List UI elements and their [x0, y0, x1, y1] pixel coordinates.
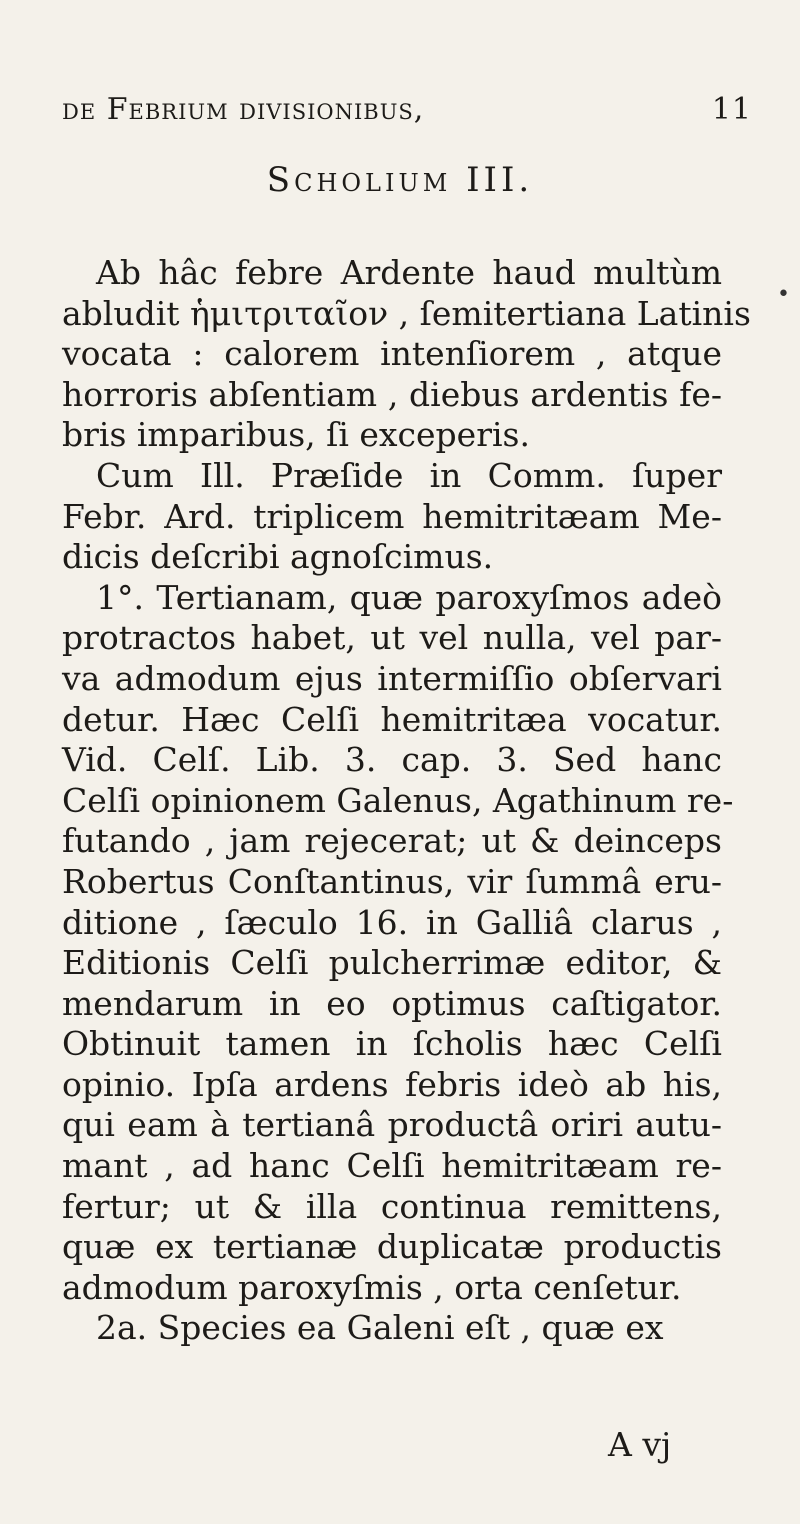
text-line: Cum Ill. Præſide in Comm. ſuper: [96, 455, 722, 495]
catchword: A vj: [608, 1425, 672, 1464]
text-line: Celſi opinionem Galenus, Agathinum re-: [62, 780, 734, 820]
text-line: Editionis Celſi pulcherrimæ editor, &: [62, 943, 722, 983]
running-title: de Febrium divisionibus,: [62, 92, 425, 127]
body-text: [62, 253, 751, 1349]
text-line: futando , jam rejecerat; ut & deinceps: [62, 821, 722, 861]
text-line: ditione , ſæculo 16. in Galliâ clarus ,: [62, 902, 722, 942]
text-line: mendarum in eo optimus caſtigator.: [62, 983, 722, 1023]
margin-mark: •: [777, 282, 790, 307]
text-line: detur. Hæc Celſi hemitritæa vocatur.: [62, 699, 722, 739]
text-line: vocata : calorem intenſiorem , atque: [62, 334, 722, 374]
text-line: dicis deſcribi agnoſcimus.: [62, 537, 494, 577]
text-line: quæ ex tertianæ duplicatæ productis: [62, 1227, 722, 1267]
section-heading: Scholium III.: [266, 160, 534, 200]
text-line: abludit ἡμιτριταῖον , ſemitertiana Latinis: [62, 293, 751, 333]
text-line: fertur; ut & illa continua remittens,: [62, 1186, 722, 1226]
running-head: [62, 92, 752, 127]
text-line: admodum paroxyſmis , orta cenſetur.: [62, 1267, 682, 1307]
text-line: mant , ad hanc Celſi hemitritæam re-: [62, 1146, 722, 1186]
text-line: horroris abſentiam , diebus ardentis fe-: [62, 374, 722, 414]
text-line: 1°. Tertianam, quæ paroxyſmos adeò: [96, 577, 722, 617]
text-line: opinio. Ipſa ardens febris ideò ab his,: [62, 1064, 722, 1104]
page-number: 11: [711, 92, 752, 127]
text-line: 2a. Species ea Galeni eſt , quæ ex: [96, 1308, 664, 1348]
text-line: va admodum ejus intermiſſio obſervari: [62, 658, 722, 698]
text-line: bris imparibus, ſi exceperis.: [62, 415, 530, 455]
text-line: Robertus Conſtantinus, vir ſummâ eru-: [62, 861, 722, 901]
text-line: Vid. Celſ. Lib. 3. cap. 3. Sed hanc: [62, 740, 722, 780]
text-line: Obtinuit tamen in ſcholis hæc Celſi: [62, 1024, 722, 1064]
text-line: Febr. Ard. triplicem hemitritæam Me-: [62, 496, 722, 536]
text-line: qui eam à tertianâ productâ oriri autu-: [62, 1105, 722, 1145]
text-line: Ab hâc febre Ardente haud multùm: [96, 253, 722, 292]
text-line: protractos habet, ut vel nulla, vel par-: [62, 618, 722, 658]
